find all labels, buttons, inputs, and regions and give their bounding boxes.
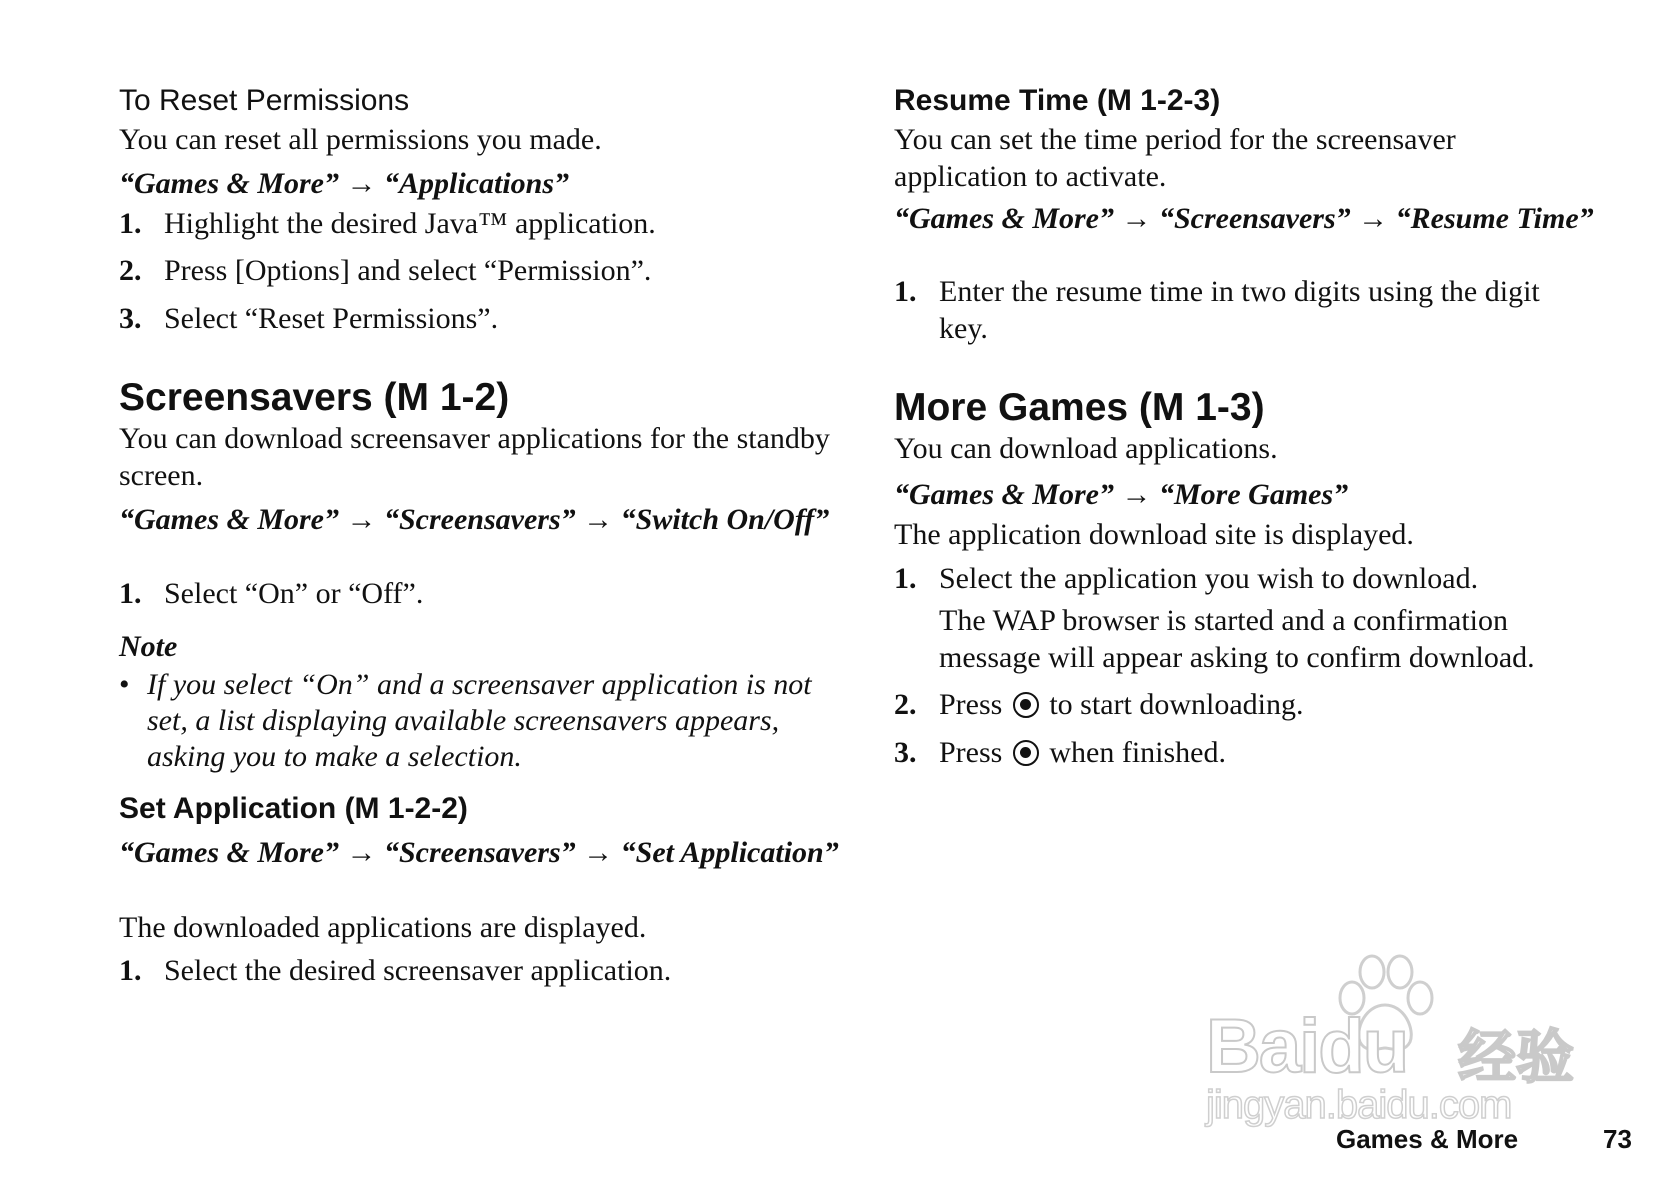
more-games-after-path: The application download site is displayed. [894, 518, 1414, 551]
step-subtext: The WAP browser is started and a confirmation message will appear asking to confirm download. [939, 604, 1535, 674]
note-text: If you select “On” and a screensaver application is not set, a list displaying available screensavers appears, asking you to make a selection. [147, 668, 812, 773]
note-item [119, 667, 839, 775]
step-text-after: when finished. [1049, 736, 1226, 769]
watermark-url: jingyan.baidu.com [1206, 1083, 1512, 1127]
step-number: 1. [119, 954, 142, 987]
step-text-before: Press [939, 736, 1003, 769]
footer-section-title: Games & More [1336, 1124, 1519, 1154]
step-text-after: to start downloading. [1049, 688, 1304, 721]
list-item [894, 273, 1594, 347]
watermark-brand: Baidu [1206, 1004, 1408, 1089]
list-item [119, 300, 839, 337]
list-item [119, 952, 839, 989]
resume-time-intro: You can set the time period for the screensaver application to activate. [894, 123, 1456, 193]
step-number: 2. [894, 688, 917, 721]
step-number: 1. [119, 207, 142, 240]
bullet: • [119, 668, 130, 701]
resume-time-menu-path: “Games & More” → “Screensavers” → “Resume Time” [894, 202, 1594, 235]
step-number: 3. [894, 736, 917, 769]
more-games-heading: More Games (M 1-3) [894, 386, 1265, 429]
set-application-intro: The downloaded applications are displayed. [119, 911, 647, 944]
step-number: 3. [119, 302, 142, 335]
list-item [119, 205, 839, 242]
list-item [119, 575, 839, 612]
more-games-intro: You can download applications. [894, 432, 1278, 465]
step-text [939, 734, 1594, 771]
step-number: 1. [119, 577, 142, 610]
list-item [894, 734, 1594, 771]
reset-permissions-menu-path: “Games & More” → “Applications” [119, 167, 570, 200]
watermark-cn: 经验 [1458, 1023, 1575, 1091]
step-text-before: Press [939, 688, 1003, 721]
step-number: 1. [894, 275, 917, 308]
step-text: Highlight the desired Java™ application. [164, 207, 656, 240]
step-number: 1. [894, 562, 917, 595]
step-text [939, 686, 1594, 723]
center-select-key-icon [1013, 692, 1039, 718]
screensavers-menu-path: “Games & More” → “Screensavers” → “Switch On/Off” [119, 503, 830, 536]
page-number: 73 [1603, 1124, 1632, 1154]
set-application-menu-path: “Games & More” → “Screensavers” → “Set Application” [119, 836, 839, 869]
list-item [894, 560, 1594, 676]
step-text: Select “On” or “Off”. [164, 577, 424, 610]
reset-permissions-heading: To Reset Permissions [119, 84, 410, 117]
list-item [119, 252, 839, 289]
set-application-heading: Set Application (M 1-2-2) [119, 792, 468, 825]
screensavers-heading: Screensavers (M 1-2) [119, 376, 510, 419]
more-games-menu-path: “Games & More” → “More Games” [894, 478, 1349, 511]
resume-time-heading: Resume Time (M 1-2-3) [894, 84, 1221, 117]
note-heading: Note [119, 630, 178, 663]
reset-permissions-intro: You can reset all permissions you made. [119, 123, 602, 156]
screensavers-intro: You can download screensaver applications for the standby screen. [119, 422, 830, 492]
step-text: Select the application you wish to download. [939, 562, 1479, 595]
step-text: Select the desired screensaver application. [164, 954, 672, 987]
step-text: Enter the resume time in two digits using the digit key. [939, 275, 1540, 345]
center-select-key-icon [1013, 740, 1039, 766]
step-text: Select “Reset Permissions”. [164, 302, 499, 335]
list-item [894, 686, 1594, 723]
step-text: Press [Options] and select “Permission”. [164, 254, 652, 287]
step-number: 2. [119, 254, 142, 287]
